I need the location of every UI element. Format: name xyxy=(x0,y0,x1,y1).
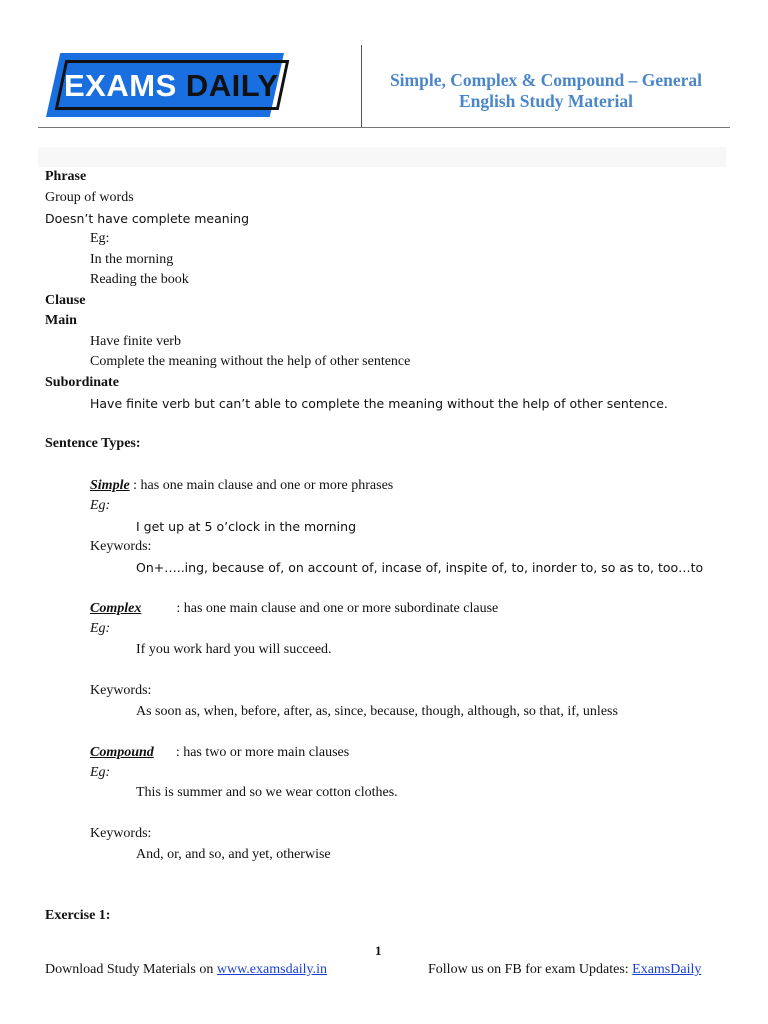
subordinate-heading: Subordinate xyxy=(45,375,119,390)
phrase-heading: Phrase xyxy=(45,169,87,184)
sentence-types-heading: Sentence Types: xyxy=(45,436,141,451)
complex-keywords: As soon as, when, before, after, as, since, because, though, although, so that, if, unless xyxy=(136,704,618,719)
examsdaily-website-link[interactable]: www.examsdaily.in xyxy=(216,962,328,977)
title-line-2: English Study Material xyxy=(458,91,634,111)
compound-definition: : has two or more main clauses xyxy=(175,745,350,760)
compound-keywords: And, or, and so, and yet, otherwise xyxy=(136,847,331,862)
logo-word-daily: DAILY xyxy=(185,68,279,103)
simple-definition-line xyxy=(90,477,393,494)
phrase-eg-label: Eg: xyxy=(90,231,110,246)
main-heading: Main xyxy=(45,313,77,328)
footer-download-text: Download Study Materials on xyxy=(45,962,217,977)
shaded-band xyxy=(38,147,726,167)
examsdaily-facebook-link[interactable]: ExamsDaily xyxy=(632,962,702,977)
exams-daily-logo xyxy=(46,50,292,120)
compound-example: This is summer and so we wear cotton clothes. xyxy=(136,785,398,800)
complex-definition: : has one main clause and one or more subordinate clause xyxy=(176,601,499,616)
compound-keywords-label: Keywords: xyxy=(90,826,152,841)
document-title xyxy=(372,70,720,112)
simple-definition: : has one main clause and one or more phrases xyxy=(129,478,394,493)
complex-eg-label: Eg: xyxy=(90,621,111,636)
header-divider xyxy=(361,45,362,128)
compound-term: Compound xyxy=(90,745,154,760)
complex-term: Complex xyxy=(90,601,142,616)
complex-example: If you work hard you will succeed. xyxy=(136,642,332,657)
footer-download xyxy=(45,961,327,978)
phrase-definition-1: Group of words xyxy=(45,190,134,205)
page-number: 1 xyxy=(375,943,382,958)
phrase-definition-2: Doesn’t have complete meaning xyxy=(45,211,250,226)
logo-word-exams: EXAMS xyxy=(64,68,177,103)
simple-term: Simple xyxy=(90,478,130,493)
simple-eg-label: Eg: xyxy=(90,498,111,513)
main-definition-2: Complete the meaning without the help of other sentence xyxy=(90,354,411,369)
compound-definition-line xyxy=(90,744,349,761)
clause-heading: Clause xyxy=(45,293,86,308)
subordinate-definition: Have finite verb but can’t able to complete the meaning without the help of other sentence. xyxy=(90,396,668,411)
logo-text xyxy=(64,68,284,104)
simple-keywords-label: Keywords: xyxy=(90,539,152,554)
phrase-example-2: Reading the book xyxy=(90,272,189,287)
footer-follow-text: Follow us on FB for exam Updates: xyxy=(428,962,633,977)
header-rule xyxy=(38,127,730,128)
compound-eg-label: Eg: xyxy=(90,765,111,780)
simple-example: I get up at 5 o’clock in the morning xyxy=(136,519,357,534)
complex-definition-line xyxy=(90,600,498,617)
simple-keywords: On+…..ing, because of, on account of, incase of, inspite of, to, inorder to, so as to, too…to xyxy=(136,560,704,575)
title-line-1: Simple, Complex & Compound – General xyxy=(389,70,703,90)
phrase-example-1: In the morning xyxy=(90,252,174,267)
complex-keywords-label: Keywords: xyxy=(90,683,152,698)
exercise-heading: Exercise 1: xyxy=(45,908,111,923)
footer-follow xyxy=(428,961,701,978)
main-definition-1: Have finite verb xyxy=(90,334,181,349)
